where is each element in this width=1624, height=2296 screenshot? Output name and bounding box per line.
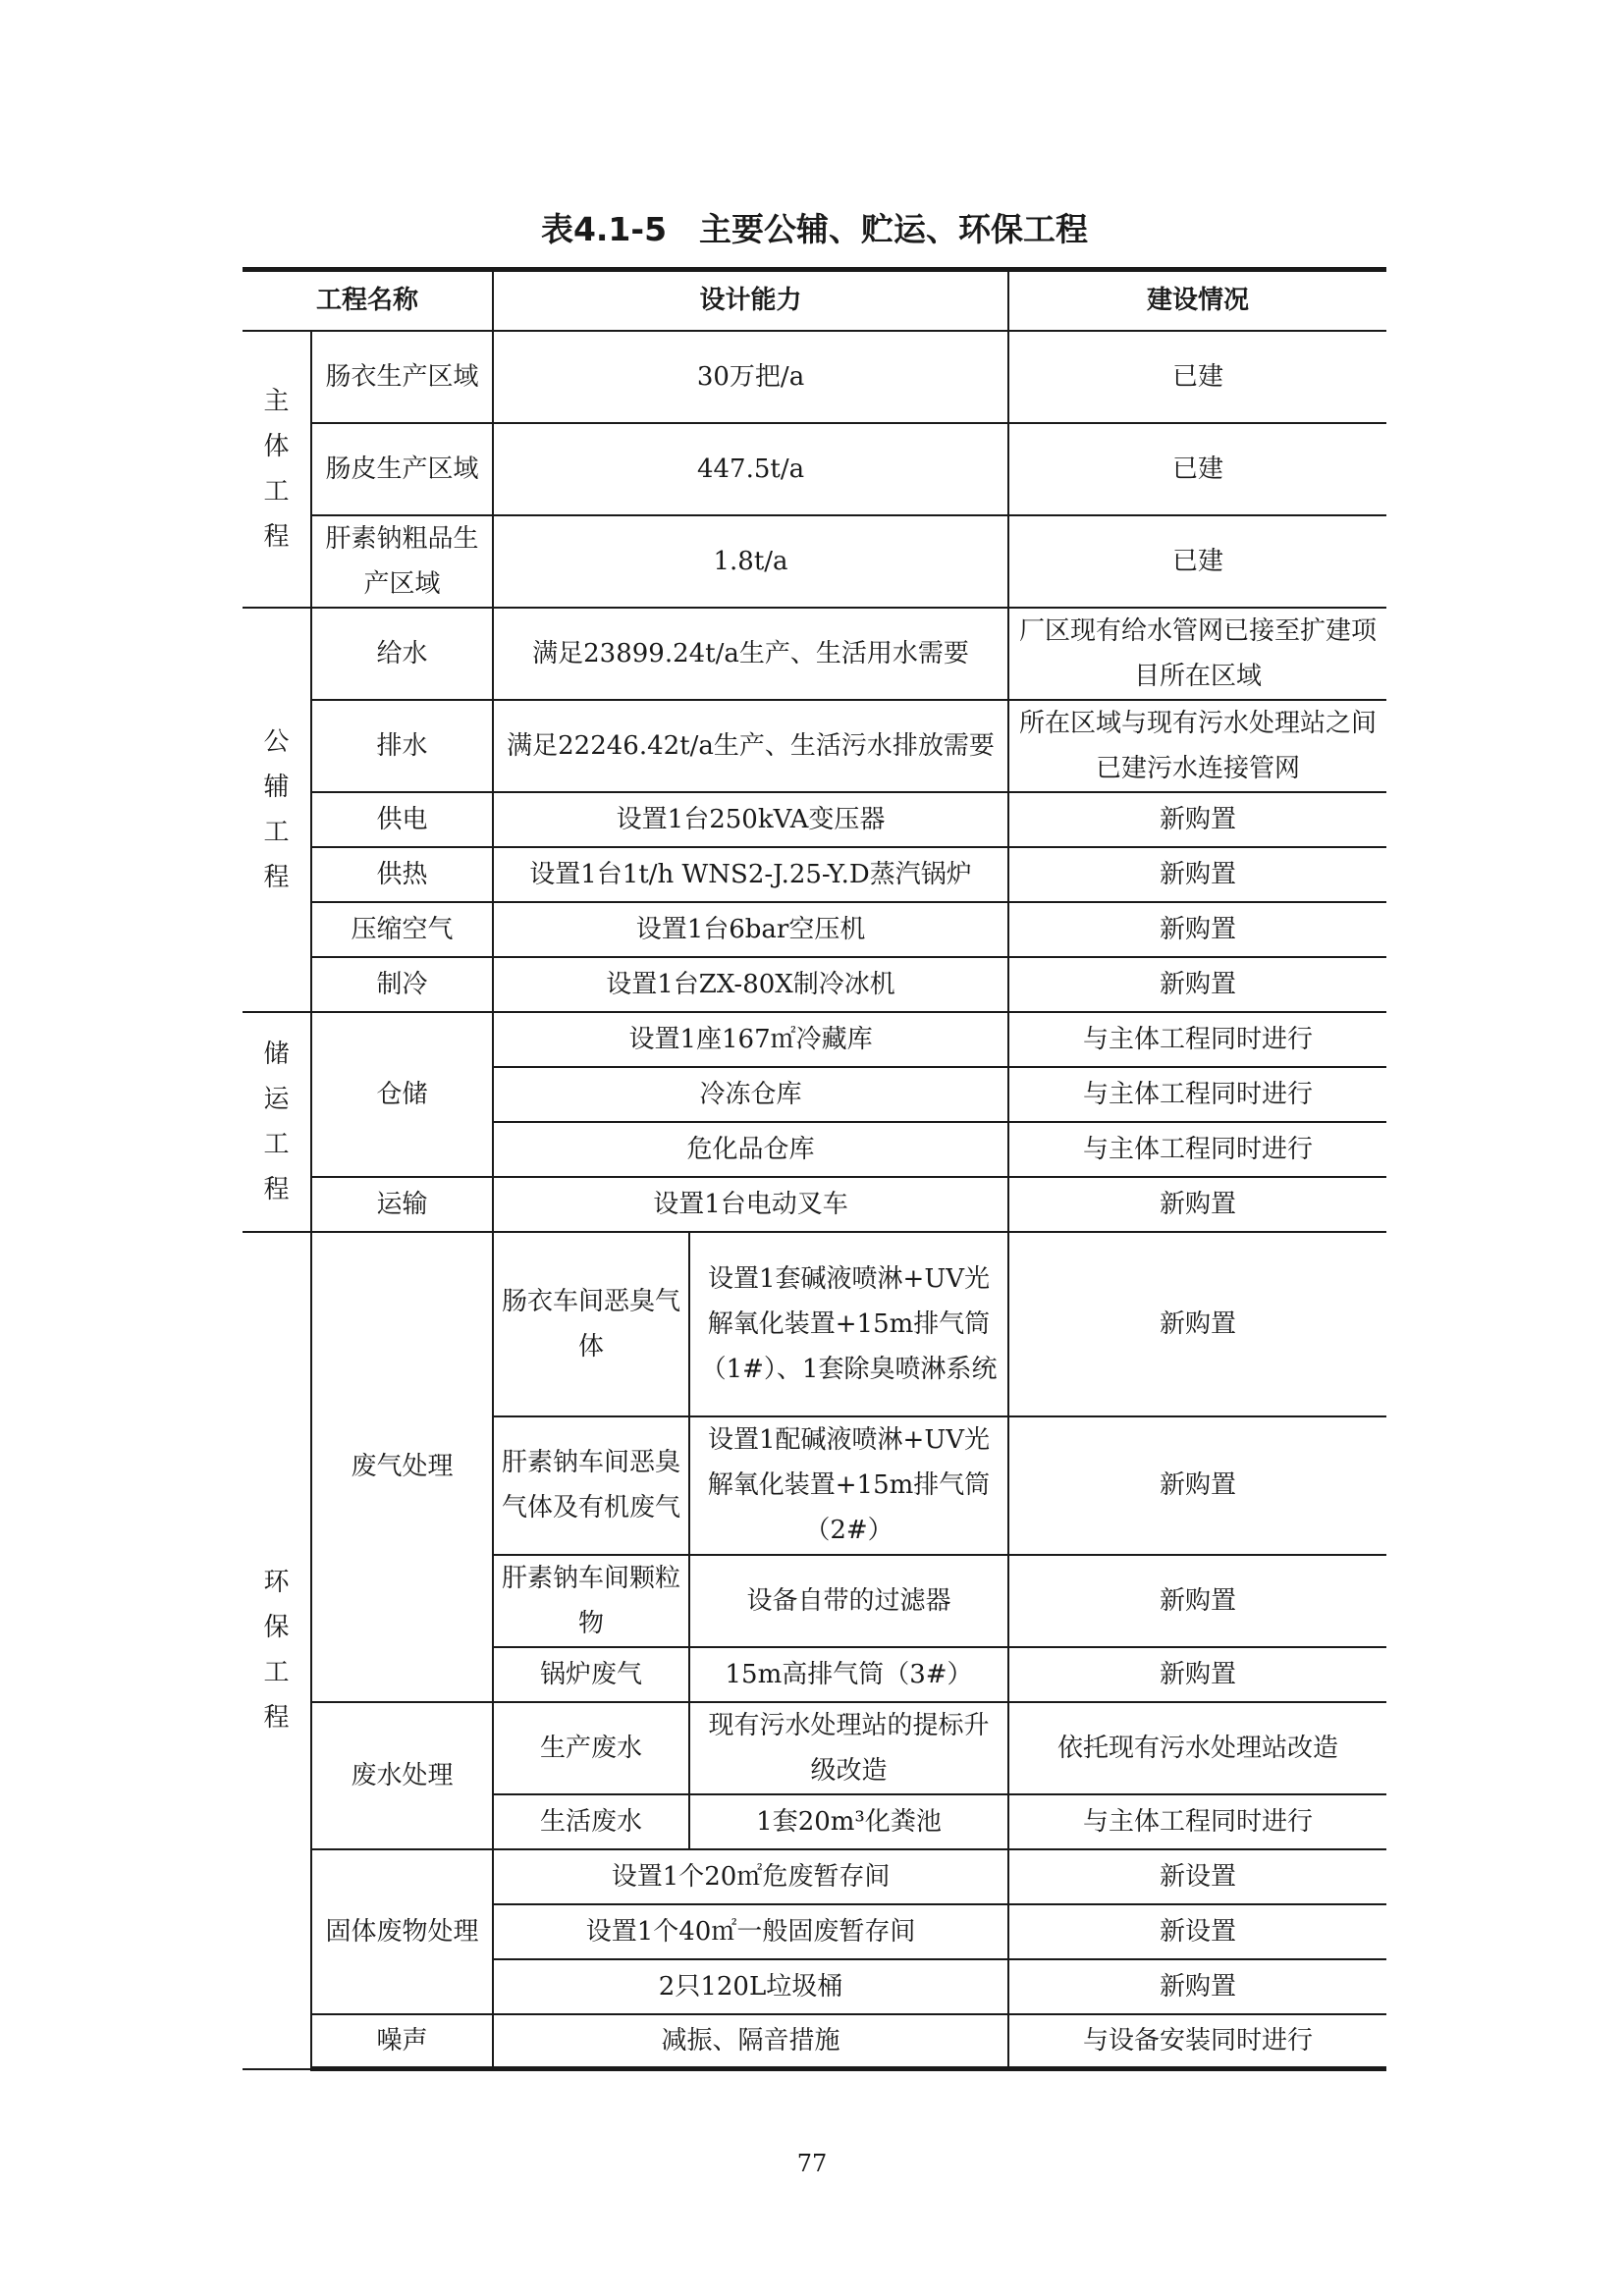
header-name: 工程名称 [243,270,493,331]
category-storage: 储运工程 [243,1012,311,1232]
header-status: 建设情况 [1008,270,1386,331]
row-capacity: 30万把/a [493,331,1008,423]
row-capacity: 1套20m³化粪池 [689,1794,1008,1849]
row-status: 新购置 [1008,1416,1386,1555]
table-row [243,423,1386,515]
row-name: 肠衣生产区域 [311,331,493,423]
table-row [243,2014,1386,2069]
row-status: 新购置 [1008,1555,1386,1647]
row-capacity: 1.8t/a [493,515,1008,608]
row-name: 固体废物处理 [311,1849,493,2014]
category-utility: 公辅工程 [243,608,311,1012]
row-status: 新购置 [1008,1177,1386,1232]
header-capacity: 设计能力 [493,270,1008,331]
row-capacity: 满足23899.24t/a生产、生活用水需要 [493,608,1008,700]
row-capacity: 危化品仓库 [493,1122,1008,1177]
row-capacity: 设置1台250kVA变压器 [493,792,1008,847]
row-source: 锅炉废气 [493,1647,689,1702]
row-name: 肝素钠粗品生产区域 [311,515,493,608]
table-row [243,1012,1386,1067]
table-row [243,792,1386,847]
row-status: 与主体工程同时进行 [1008,1122,1386,1177]
row-status: 与设备安装同时进行 [1008,2014,1386,2069]
engineering-table [243,267,1386,2071]
row-name: 排水 [311,700,493,792]
page-number: 77 [796,2150,828,2177]
row-name: 供电 [311,792,493,847]
row-capacity: 15m高排气筒（3#） [689,1647,1008,1702]
table-row [243,957,1386,1012]
table-row [243,1702,1386,1794]
row-status: 与主体工程同时进行 [1008,1794,1386,1849]
row-source: 生活废水 [493,1794,689,1849]
row-capacity: 设备自带的过滤器 [689,1555,1008,1647]
row-source: 肠衣车间恶臭气体 [493,1232,689,1416]
table-row [243,847,1386,902]
row-capacity: 设置1座167㎡冷藏库 [493,1012,1008,1067]
row-status: 新购置 [1008,792,1386,847]
row-status: 新购置 [1008,1647,1386,1702]
row-capacity: 设置1套碱液喷淋+UV光解氧化装置+15m排气筒（1#）、1套除臭喷淋系统 [689,1232,1008,1416]
row-capacity: 447.5t/a [493,423,1008,515]
row-status: 新购置 [1008,1232,1386,1416]
row-capacity: 现有污水处理站的提标升级改造 [689,1702,1008,1794]
row-status: 厂区现有给水管网已接至扩建项目所在区域 [1008,608,1386,700]
row-capacity: 设置1台电动叉车 [493,1177,1008,1232]
category-main: 主体工程 [243,331,311,608]
row-status: 已建 [1008,423,1386,515]
row-source: 肝素钠车间恶臭气体及有机废气 [493,1416,689,1555]
table-row [243,1232,1386,1416]
table-row [243,515,1386,608]
table-row [243,1177,1386,1232]
row-status: 新购置 [1008,847,1386,902]
row-status: 所在区域与现有污水处理站之间已建污水连接管网 [1008,700,1386,792]
table-row [243,1849,1386,1904]
row-capacity: 设置1个40㎡一般固废暂存间 [493,1904,1008,1959]
row-capacity: 设置1台1t/h WNS2-J.25-Y.D蒸汽锅炉 [493,847,1008,902]
row-status: 与主体工程同时进行 [1008,1012,1386,1067]
row-name: 废水处理 [311,1702,493,1849]
row-name: 肠皮生产区域 [311,423,493,515]
row-name: 仓储 [311,1012,493,1177]
table-row [243,902,1386,957]
row-status: 与主体工程同时进行 [1008,1067,1386,1122]
row-status: 新设置 [1008,1849,1386,1904]
row-status: 依托现有污水处理站改造 [1008,1702,1386,1794]
row-name: 供热 [311,847,493,902]
row-capacity: 设置1台ZX-80X制冷冰机 [493,957,1008,1012]
row-source: 肝素钠车间颗粒物 [493,1555,689,1647]
row-capacity: 满足22246.42t/a生产、生活污水排放需要 [493,700,1008,792]
row-capacity: 设置1台6bar空压机 [493,902,1008,957]
category-env: 环保工程 [243,1232,311,2069]
row-capacity: 设置1配碱液喷淋+UV光解氧化装置+15m排气筒（2#） [689,1416,1008,1555]
table-title: 表4.1-5 主要公辅、贮运、环保工程 [540,210,1089,248]
row-name: 运输 [311,1177,493,1232]
row-status: 新购置 [1008,957,1386,1012]
row-name: 压缩空气 [311,902,493,957]
row-capacity: 冷冻仓库 [493,1067,1008,1122]
table-header-row [243,270,1386,331]
row-name: 废气处理 [311,1232,493,1702]
row-name: 给水 [311,608,493,700]
table-row [243,331,1386,423]
row-capacity: 设置1个20㎡危废暂存间 [493,1849,1008,1904]
row-source: 生产废水 [493,1702,689,1794]
row-status: 已建 [1008,515,1386,608]
row-capacity: 减振、隔音措施 [493,2014,1008,2069]
row-status: 已建 [1008,331,1386,423]
row-name: 制冷 [311,957,493,1012]
row-name: 噪声 [311,2014,493,2069]
row-capacity: 2只120L垃圾桶 [493,1959,1008,2014]
table-row [243,608,1386,700]
row-status: 新购置 [1008,1959,1386,2014]
table-row [243,700,1386,792]
row-status: 新设置 [1008,1904,1386,1959]
row-status: 新购置 [1008,902,1386,957]
